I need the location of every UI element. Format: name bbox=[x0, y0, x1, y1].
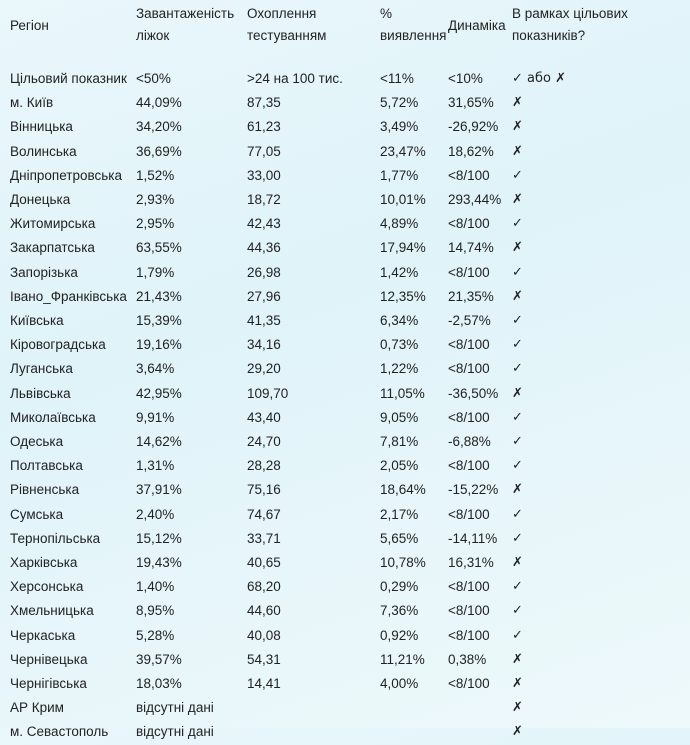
table-row bbox=[0, 164, 690, 188]
testing-coverage-cell: 24,70 bbox=[247, 434, 281, 450]
testing-coverage-cell: 68,20 bbox=[247, 579, 281, 595]
bed-occupancy-cell: 1,40% bbox=[136, 579, 175, 595]
table-row bbox=[0, 91, 690, 115]
testing-coverage-cell: 33,00 bbox=[247, 167, 281, 183]
table-row bbox=[0, 140, 690, 164]
testing-coverage-cell: 33,71 bbox=[247, 530, 281, 546]
table-row bbox=[0, 696, 690, 720]
bed-occupancy-cell: 39,57% bbox=[136, 651, 182, 667]
bed-occupancy-cell: 42,95% bbox=[136, 385, 182, 401]
table-row bbox=[0, 527, 690, 551]
dynamics-cell: -15,22% bbox=[448, 482, 499, 498]
header-bed-occupancy: Завантаженість ліжок bbox=[136, 6, 235, 43]
status-cell: ✗ bbox=[512, 385, 523, 401]
status-cell: ✗ bbox=[512, 676, 523, 692]
region-cell: м. Севастополь bbox=[10, 724, 109, 740]
region-cell: Запорізька bbox=[10, 264, 78, 280]
detection-rate-cell: 0,92% bbox=[380, 627, 419, 643]
bed-occupancy-cell: 15,12% bbox=[136, 530, 182, 546]
table-row bbox=[0, 115, 690, 139]
testing-coverage-cell: 40,08 bbox=[247, 627, 281, 643]
status-cell: ✓ bbox=[512, 603, 523, 619]
testing-coverage-cell: 41,35 bbox=[247, 313, 281, 329]
dynamics-cell: -2,57% bbox=[448, 313, 491, 329]
bed-occupancy-cell: 19,16% bbox=[136, 337, 182, 353]
dynamics-cell: 0,38% bbox=[448, 651, 487, 667]
region-cell: Чернівецька bbox=[10, 651, 88, 667]
table-row bbox=[0, 503, 690, 527]
table-row bbox=[0, 478, 690, 502]
testing-coverage-cell: 27,96 bbox=[247, 288, 281, 304]
dynamics-cell: -14,11% bbox=[448, 530, 498, 546]
detection-rate-cell: 2,05% bbox=[380, 458, 419, 474]
bed-occupancy-cell: 37,91% bbox=[136, 482, 182, 498]
dynamics-cell: <8/100 bbox=[448, 409, 490, 425]
header-dynamics: Динаміка bbox=[448, 18, 506, 33]
region-cell: Кіровоградська bbox=[10, 337, 106, 353]
region-cell: Черкаська bbox=[10, 627, 76, 643]
region-cell: Сумська bbox=[10, 506, 64, 522]
region-cell: Вінницька bbox=[10, 119, 73, 135]
region-cell: Полтавська bbox=[10, 458, 83, 474]
dynamics-cell: <8/100 bbox=[448, 627, 490, 643]
status-cell: ✗ bbox=[512, 119, 523, 135]
region-cell: Дніпропетровська bbox=[10, 167, 123, 183]
detection-rate-cell: 1,42% bbox=[380, 264, 419, 280]
status-cell: ✓ bbox=[512, 216, 523, 232]
table-row bbox=[0, 382, 690, 406]
detection-rate-cell: 18,64% bbox=[380, 482, 426, 498]
status-cell: ✗ bbox=[512, 192, 523, 208]
detection-rate-cell: 6,34% bbox=[380, 313, 419, 329]
table-row bbox=[0, 212, 690, 236]
region-cell: Донецька bbox=[10, 192, 71, 208]
status-cell: ✓ bbox=[512, 264, 523, 280]
detection-rate-cell: 5,65% bbox=[380, 530, 419, 546]
dynamics-cell: -26,92% bbox=[448, 119, 499, 135]
table-row bbox=[0, 406, 690, 430]
table-row bbox=[0, 285, 690, 309]
bed-occupancy-cell: 19,43% bbox=[136, 555, 182, 571]
bed-occupancy-cell: 36,69% bbox=[136, 143, 182, 159]
detection-rate-cell: 3,49% bbox=[380, 119, 419, 135]
status-cell: ✗ bbox=[512, 95, 523, 111]
dynamics-cell: 18,62% bbox=[448, 143, 494, 159]
status-cell: ✓ bbox=[512, 627, 523, 643]
status-cell: ✗ bbox=[512, 700, 523, 716]
status-cell: ✓ bbox=[512, 337, 523, 353]
testing-coverage-cell: 29,20 bbox=[247, 361, 281, 377]
dynamics-cell bbox=[440, 696, 510, 720]
dynamics-cell: <8/100 bbox=[448, 506, 490, 522]
detection-rate-cell: 1,22% bbox=[380, 361, 419, 377]
region-cell: Херсонська bbox=[10, 579, 84, 595]
target-bed-occupancy: <50% bbox=[136, 71, 171, 86]
status-cell: ✗ bbox=[512, 288, 523, 304]
detection-rate-cell: 17,94% bbox=[380, 240, 426, 256]
detection-rate-cell: 12,35% bbox=[380, 288, 426, 304]
bed-occupancy-cell: 3,64% bbox=[136, 361, 175, 377]
bed-occupancy-cell: 1,52% bbox=[136, 167, 175, 183]
region-cell: Одеська bbox=[10, 434, 64, 450]
target-detection-rate: <11% bbox=[380, 71, 414, 86]
testing-coverage-cell: 14,41 bbox=[247, 676, 281, 692]
bed-occupancy-cell: 44,09% bbox=[136, 95, 182, 111]
status-cell: ✓ bbox=[512, 579, 523, 595]
table-row bbox=[0, 261, 690, 285]
status-cell: ✓ bbox=[512, 313, 523, 329]
testing-coverage-cell: 43,40 bbox=[247, 409, 281, 425]
detection-rate-cell: 4,89% bbox=[380, 216, 419, 232]
testing-coverage-cell: 75,16 bbox=[247, 482, 281, 498]
testing-coverage-cell: 54,31 bbox=[247, 651, 281, 667]
testing-coverage-cell: 18,72 bbox=[247, 192, 281, 208]
region-cell: Івано_Франківська bbox=[10, 288, 127, 304]
region-cell: Львівська bbox=[10, 385, 71, 401]
status-cell: ✗ bbox=[512, 143, 523, 159]
table-body bbox=[0, 67, 690, 745]
testing-coverage-cell: 61,23 bbox=[247, 119, 281, 135]
region-cell: Київська bbox=[10, 313, 64, 329]
status-cell: ✗ bbox=[512, 555, 523, 571]
bed-occupancy-cell: 14,62% bbox=[136, 434, 182, 450]
target-row bbox=[0, 67, 690, 91]
testing-coverage-cell: 109,70 bbox=[247, 385, 289, 401]
table-row bbox=[0, 551, 690, 575]
detection-rate-cell: 0,73% bbox=[380, 337, 419, 353]
region-cell: Луганська bbox=[10, 361, 73, 377]
testing-coverage-cell: 87,35 bbox=[247, 95, 281, 111]
table-row bbox=[0, 599, 690, 623]
region-cell: АР Крим bbox=[10, 700, 64, 716]
status-cell: ✓ bbox=[512, 167, 523, 183]
detection-rate-cell: 9,05% bbox=[380, 409, 419, 425]
bed-occupancy-cell: 2,93% bbox=[136, 192, 175, 208]
table-row bbox=[0, 648, 690, 672]
status-cell: ✓ bbox=[512, 409, 523, 425]
dynamics-cell: <8/100 bbox=[448, 361, 490, 377]
status-cell: ✗ bbox=[512, 724, 523, 740]
testing-coverage-cell bbox=[237, 696, 370, 720]
bed-occupancy-cell: 34,20% bbox=[136, 119, 182, 135]
dynamics-cell: 21,35% bbox=[448, 288, 494, 304]
testing-coverage-cell: 28,28 bbox=[247, 458, 281, 474]
detection-rate-cell: 7,36% bbox=[380, 603, 419, 619]
bed-occupancy-cell: 15,39% bbox=[136, 313, 182, 329]
dynamics-cell: <8/100 bbox=[448, 216, 490, 232]
detection-rate-cell: 1,77% bbox=[380, 167, 419, 183]
bed-occupancy-cell: 21,43% bbox=[136, 288, 182, 304]
bed-occupancy-cell: 5,28% bbox=[136, 627, 175, 643]
dynamics-cell: 31,65% bbox=[448, 95, 494, 111]
bed-occupancy-cell: відсутні дані bbox=[136, 700, 214, 716]
table-row bbox=[0, 430, 690, 454]
target-testing-coverage: >24 на 100 тис. bbox=[247, 71, 343, 86]
testing-coverage-cell: 34,16 bbox=[247, 337, 281, 353]
detection-rate-cell bbox=[370, 696, 440, 720]
dynamics-cell: <8/100 bbox=[448, 603, 490, 619]
table-row bbox=[0, 720, 690, 744]
table-row bbox=[0, 309, 690, 333]
table-row bbox=[0, 188, 690, 212]
dynamics-cell: <8/100 bbox=[448, 579, 490, 595]
bed-occupancy-cell: 2,95% bbox=[136, 216, 175, 232]
bed-occupancy-cell: 9,91% bbox=[136, 409, 175, 425]
status-cell: ✓ bbox=[512, 530, 523, 546]
target-dynamics: <10% bbox=[448, 71, 483, 86]
header-within-targets: В рамках цільових показників? bbox=[512, 6, 628, 43]
testing-coverage-cell: 44,60 bbox=[247, 603, 281, 619]
region-cell: Тернопільська bbox=[10, 530, 101, 546]
dynamics-cell: <8/100 bbox=[448, 264, 490, 280]
status-cell: ✓ bbox=[512, 506, 523, 522]
table-row bbox=[0, 672, 690, 696]
dynamics-cell: -6,88% bbox=[448, 434, 491, 450]
region-cell: Хмельницька bbox=[10, 603, 94, 619]
region-cell: Закарпатська bbox=[10, 240, 95, 256]
dynamics-cell: 16,31% bbox=[448, 555, 494, 571]
target-status: ✓ або ✗ bbox=[512, 71, 566, 86]
dynamics-cell: 293,44% bbox=[448, 192, 502, 208]
detection-rate-cell: 11,05% bbox=[380, 385, 425, 401]
table-row bbox=[0, 357, 690, 381]
status-cell: ✗ bbox=[512, 651, 523, 667]
region-cell: Чернігівська bbox=[10, 676, 87, 692]
detection-rate-cell: 5,72% bbox=[380, 95, 419, 111]
dynamics-cell bbox=[440, 720, 510, 744]
detection-rate-cell: 23,47% bbox=[380, 143, 426, 159]
table-row bbox=[0, 624, 690, 648]
dynamics-cell: <8/100 bbox=[448, 676, 490, 692]
status-cell: ✗ bbox=[512, 482, 523, 498]
testing-coverage-cell bbox=[237, 720, 370, 744]
region-cell: Миколаївська bbox=[10, 409, 96, 425]
header-row bbox=[0, 0, 690, 67]
bed-occupancy-cell: 8,95% bbox=[136, 603, 175, 619]
testing-coverage-cell: 77,05 bbox=[247, 143, 281, 159]
table-row bbox=[0, 575, 690, 599]
bed-occupancy-cell: 18,03% bbox=[136, 676, 182, 692]
bed-occupancy-cell: 63,55% bbox=[136, 240, 182, 256]
table-row bbox=[0, 236, 690, 260]
region-cell: Харківська bbox=[10, 555, 78, 571]
status-cell: ✓ bbox=[512, 361, 523, 377]
dynamics-cell: 14,74% bbox=[448, 240, 494, 256]
bed-occupancy-cell: 1,31% bbox=[136, 458, 175, 474]
bed-occupancy-cell: 2,40% bbox=[136, 506, 175, 522]
region-cell: Рівненська bbox=[10, 482, 80, 498]
dynamics-cell: <8/100 bbox=[448, 458, 490, 474]
status-cell: ✓ bbox=[512, 458, 523, 474]
testing-coverage-cell: 44,36 bbox=[247, 240, 281, 256]
region-cell: Житомирська bbox=[10, 216, 96, 232]
status-cell: ✓ bbox=[512, 434, 523, 450]
testing-coverage-cell: 26,98 bbox=[247, 264, 281, 280]
header-detection-rate: % виявлення bbox=[380, 6, 447, 43]
status-cell: ✗ bbox=[512, 240, 523, 256]
detection-rate-cell: 11,21% bbox=[380, 651, 425, 667]
region-cell: Волинська bbox=[10, 143, 77, 159]
testing-coverage-cell: 74,67 bbox=[247, 506, 281, 522]
bed-occupancy-cell: відсутні дані bbox=[136, 724, 214, 740]
testing-coverage-cell: 40,65 bbox=[247, 555, 281, 571]
detection-rate-cell: 7,81% bbox=[380, 434, 419, 450]
table-row bbox=[0, 454, 690, 478]
target-label: Цільовий показник bbox=[10, 71, 127, 86]
region-cell: м. Київ bbox=[10, 95, 54, 111]
header-testing-coverage: Охоплення тестуванням bbox=[247, 6, 327, 43]
testing-coverage-cell: 42,43 bbox=[247, 216, 281, 232]
detection-rate-cell: 10,01% bbox=[380, 192, 426, 208]
detection-rate-cell: 10,78% bbox=[380, 555, 426, 571]
dynamics-cell: -36,50% bbox=[448, 385, 499, 401]
detection-rate-cell: 2,17% bbox=[380, 506, 419, 522]
bed-occupancy-cell: 1,79% bbox=[136, 264, 175, 280]
detection-rate-cell: 4,00% bbox=[380, 676, 419, 692]
dynamics-cell: <8/100 bbox=[448, 337, 490, 353]
dynamics-cell: <8/100 bbox=[448, 167, 490, 183]
header-region: Регіон bbox=[10, 18, 49, 33]
detection-rate-cell bbox=[370, 720, 440, 744]
detection-rate-cell: 0,29% bbox=[380, 579, 419, 595]
table-row bbox=[0, 333, 690, 357]
